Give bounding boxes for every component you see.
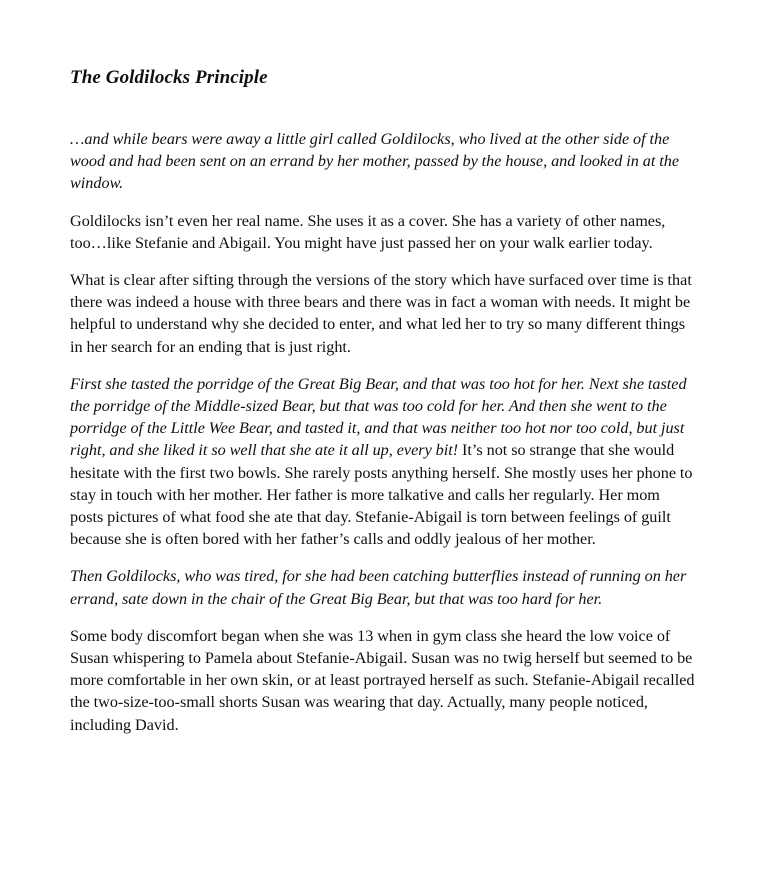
- paragraph-what-is-clear: What is clear after sifting through the versions of the story which have surfaced over time is that there was indeed a house with three bears and there was in fact a woman with needs. It might be helpful to understand why she decided to enter, and what led her to try so many different things in her search for an ending that is just right.: [70, 271, 696, 356]
- page-title: The Goldilocks Principle: [70, 67, 268, 88]
- paragraph-porridge-quote-span: First she tasted the porridge of the Great Big Bear, and that was too hot for her. Next she tasted the porridge of the Middle-sized Bear, but that was too cold for her. And then she went to the porridge of the Little Wee Bear, and tasted it, and that was neither too hot nor too cold, but just right, and she liked it so well that she ate it all up, every bit!: [70, 374, 691, 460]
- paragraph-porridge-commentary-span: It’s not so strange that she would hesitate with the first two bowls. She rarely posts anything herself. She mostly uses her phone to stay in touch with her mother. Her father is more talkative and calls her regularly. Her mom posts pictures of what food she ate that day. Stefanie-Abigail is torn between feelings of guilt because she is often bored with her father’s calls and oddly jealous of her mother.: [70, 441, 697, 549]
- paragraph-goldilocks-name: Goldilocks isn’t even her real name. She uses it as a cover. She has a variety of other names, too…like Stefanie and Abigail. You might have just passed her on your walk earlier today.: [70, 211, 670, 252]
- title-spacer: [70, 90, 696, 128]
- paragraph-body-discomfort: Some body discomfort began when she was 13 when in gym class she heard the low voice of Susan whispering to Pamela about Stefanie-Abigail. Susan was no twig herself but seemed to be more comfortable in her own skin, or at least portrayed herself as such. Stefanie-Abigail recalled the two-size-too-small shorts Susan was wearing that day. Actually, many people noticed, including David.: [70, 626, 699, 734]
- paragraph-opening-quote: …and while bears were away a little girl called Goldilocks, who lived at the other side of the wood and had been sent on an errand by her mother, passed by the house, and looked in at the window.: [70, 130, 683, 193]
- paragraph-chair-quote: Then Goldilocks, who was tired, for she had been catching butterflies instead of running on her errand, sate down in the chair of the Great Big Bear, but that was too hard for her.: [70, 567, 691, 608]
- document-body: [70, 66, 699, 736]
- paragraph-porridge-mixed: [70, 373, 696, 551]
